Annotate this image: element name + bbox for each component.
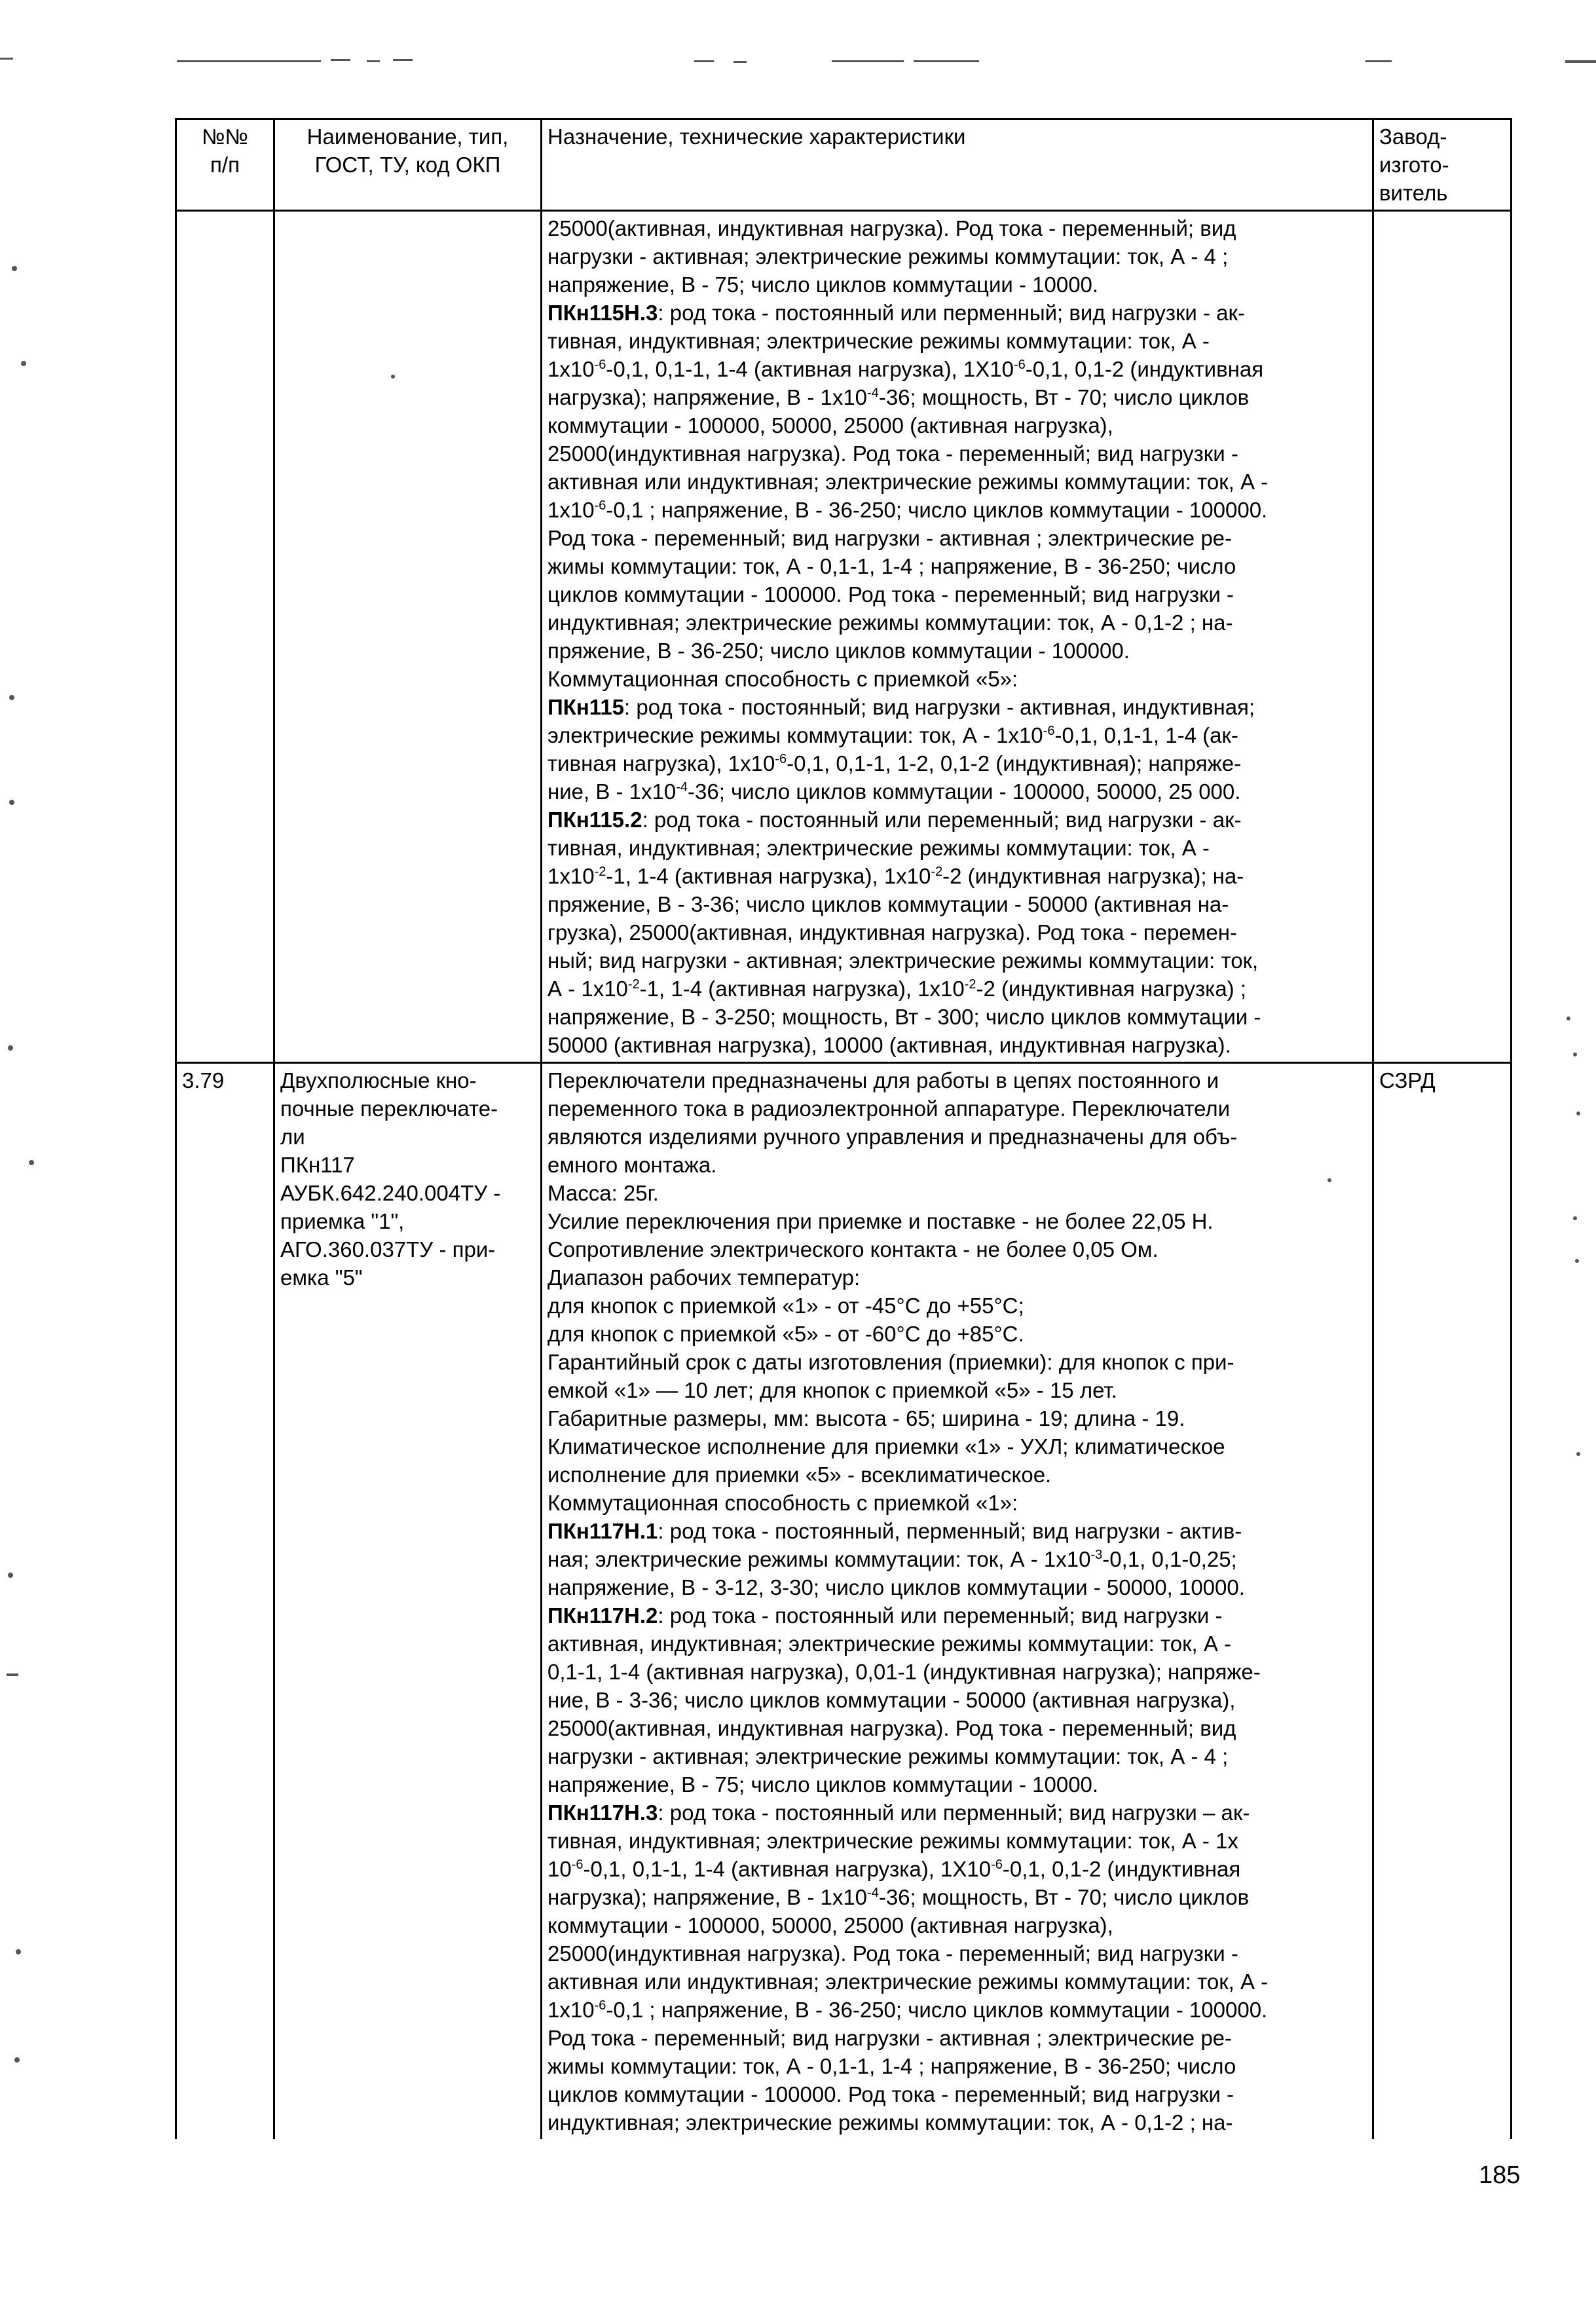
cont-line: тивная, индуктивная; электрические режимы коммутации: ток, А - (547, 329, 1210, 353)
row-line: для кнопок с приемкой «5» - от -60°С до +85°С. (547, 1322, 1024, 1346)
name-line: ли (280, 1125, 305, 1149)
cont-line: пряжение, В - 3-36; число циклов коммутации - 50000 (активная на- (547, 892, 1229, 916)
continuation-num-cell (176, 211, 274, 1063)
row-manufacturer: СЗРД (1373, 1063, 1512, 2140)
row-line: жимы коммутации: ток, А - 0,1-1, 1-4 ; напряжение, В - 36-250; число (547, 2054, 1236, 2078)
page-number: 185 (1479, 2161, 1521, 2189)
model-designation: ПКн117Н.3 (547, 1801, 658, 1825)
table-row-3-79 (176, 1063, 1512, 2140)
header-name: Наименование, тип, ГОСТ, ТУ, код ОКП (274, 119, 542, 211)
row-line: активная или индуктивная; электрические режимы коммутации: ток, А - (547, 1970, 1269, 1994)
header-row (176, 119, 1512, 211)
model-designation: ПКн115.2 (547, 808, 642, 832)
row-line: Род тока - переменный; вид нагрузки - активная ; электрические ре- (547, 2026, 1233, 2050)
cont-line: индуктивная; электрические режимы коммутации: ток, А - 0,1-2 ; на- (547, 610, 1233, 635)
cont-line: электрические режимы коммутации: ток, А - $1х10^{-6}-0,1$, 0,1-1, 1-4 (ак- (547, 723, 1238, 747)
cont-line: жимы коммутации: ток, А - 0,1-1, 1-4 ; напряжение, В - 36-250; число (547, 554, 1236, 578)
cont-line: нагрузки - активная; электрические режимы коммутации: ток, А - 4 ; (547, 244, 1229, 269)
name-line: приемка "1", (280, 1209, 405, 1233)
continuation-characteristics (542, 211, 1373, 1063)
row-line: исполнение для приемки «5» - всеклиматическое. (547, 1463, 1052, 1487)
row-line: ПКн117Н.2: род тока - постоянный или переменный; вид нагрузки - (547, 1603, 1223, 1628)
row-line: 0,1-1, 1-4 (активная нагрузка), 0,01-1 (индуктивная нагрузка); напряже- (547, 1660, 1261, 1684)
cont-line: циклов коммутации - 100000. Род тока - переменный; вид нагрузки - (547, 582, 1234, 607)
continuation-manufacturer-cell (1373, 211, 1512, 1063)
row-line: Диапазон рабочих температур: (547, 1265, 861, 1290)
model-designation: ПКн115 (547, 695, 625, 719)
cont-line: 25000(индуктивная нагрузка). Род тока - переменный; вид нагрузки - (547, 441, 1238, 466)
cont-line: Род тока - переменный; вид нагрузки - активная ; электрические ре- (547, 526, 1233, 550)
row-line: Переключатели предназначены для работы в цепях постоянного и (547, 1068, 1219, 1092)
continuation-name-cell (274, 211, 542, 1063)
model-designation: ПКн117Н.1 (547, 1519, 658, 1543)
row-name (274, 1063, 542, 2140)
row-line: коммутации - 100000, 50000, 25000 (активная нагрузка), (547, 1913, 1113, 1937)
cont-line: ние, В - $1х10^{-4}-36$; число циклов коммутации - 100000, 50000, 25 000. (547, 779, 1241, 804)
cont-line: активная или индуктивная; электрические режимы коммутации: ток, А - (547, 470, 1269, 494)
row-line: активная, индуктивная; электрические режимы коммутации: ток, А - (547, 1632, 1232, 1656)
row-line: ПКн117Н.3: род тока - постоянный или перменный; вид нагрузки – ак- (547, 1801, 1250, 1825)
row-line: переменного тока в радиоэлектронной аппаратуре. Переключатели (547, 1096, 1231, 1121)
cont-line: 25000(активная, индуктивная нагрузка). Род тока - переменный; вид (547, 216, 1236, 240)
header-characteristics: Назначение, технические характеристики (542, 119, 1373, 211)
name-line: Двухполюсные кно- (280, 1068, 477, 1092)
name-line: ПКн117 (280, 1153, 355, 1177)
model-designation: ПКн117Н.2 (547, 1603, 658, 1628)
cont-line: тивная нагрузка), $1х10^{-6}-0,1$, 0,1-1, 1-2, 0,1-2 (индуктивная); напряже- (547, 751, 1242, 775)
row-line: Климатическое исполнение для приемки «1» - УХЛ; климатическое (547, 1434, 1225, 1459)
model-designation: ПКн115Н.3 (547, 301, 658, 325)
cont-line: А - $1х10^{-2}-1$, 1-4 (активная нагрузка), $1х10^{-2}-2$ (индуктивная нагрузка) ; (547, 977, 1246, 1001)
row-line: индуктивная; электрические режимы коммутации: ток, А - 0,1-2 ; на- (547, 2110, 1233, 2135)
cont-line: ПКн115Н.3: род тока - постоянный или перменный; вид нагрузки - ак- (547, 301, 1245, 325)
spec-table (175, 118, 1512, 2139)
cont-line: тивная, индуктивная; электрические режимы коммутации: ток, А - (547, 836, 1210, 860)
row-line: 25000(активная, индуктивная нагрузка). Род тока - переменный; вид (547, 1716, 1236, 1740)
cont-line: $1х10^{-6}-0,1$, 0,1-1, 1-4 (активная нагрузка), $1Х10^{-6}-0,1$, 0,1-2 (индуктивная (547, 357, 1264, 381)
cont-line: ПКн115: род тока - постоянный; вид нагрузки - активная, индуктивная; (547, 695, 1255, 719)
row-line: ная; электрические режимы коммутации: ток, А - $1х10^{-3}-0,1$, 0,1-0,25; (547, 1547, 1237, 1571)
cont-line: коммутации - 100000, 50000, 25000 (активная нагрузка), (547, 413, 1113, 438)
name-line: емка "5" (280, 1265, 363, 1290)
row-line: емного монтажа. (547, 1153, 717, 1177)
row-line: Сопротивление электрического контакта - не более 0,05 Ом. (547, 1237, 1159, 1261)
row-line: емкой «1» — 10 лет; для кнопок с приемкой «5» - 15 лет. (547, 1378, 1117, 1402)
row-line: циклов коммутации - 100000. Род тока - переменный; вид нагрузки - (547, 2082, 1234, 2106)
cont-line: грузка), 25000(активная, индуктивная нагрузка). Род тока - перемен- (547, 920, 1237, 944)
row-number: 3.79 (176, 1063, 274, 2140)
row-line: Коммутационная способность с приемкой «1»: (547, 1491, 1018, 1515)
row-line: $1х10^{-6}-0,1$ ; напряжение, В - 36-250; число циклов коммутации - 100000. (547, 1998, 1268, 2022)
row-line: тивная, индуктивная; электрические режимы коммутации: ток, А - 1х (547, 1829, 1238, 1853)
cont-line: Коммутационная способность с приемкой «5»: (547, 667, 1018, 691)
row-line: Усилие переключения при приемке и поставке - не более 22,05 Н. (547, 1209, 1214, 1233)
row-line: нагрузка); напряжение, В - $1х10^{-4}-36$; мощность, Вт - 70; число циклов (547, 1885, 1250, 1909)
row-line: 25000(индуктивная нагрузка). Род тока - переменный; вид нагрузки - (547, 1941, 1238, 1966)
row-line: ПКн117Н.1: род тока - постоянный, перменный; вид нагрузки - актив- (547, 1519, 1242, 1543)
row-line: Гарантийный срок с даты изготовления (приемки): для кнопок с при- (547, 1350, 1234, 1374)
cont-line: ПКн115.2: род тока - постоянный или переменный; вид нагрузки - ак- (547, 808, 1242, 832)
header-manufacturer: Завод- изгото- витель (1373, 119, 1512, 211)
row-line: Габаритные размеры, мм: высота - 65; ширина - 19; длина - 19. (547, 1406, 1185, 1430)
row-line: напряжение, В - 3-12, 3-30; число циклов коммутации - 50000, 10000. (547, 1575, 1245, 1599)
row-line: ние, В - 3-36; число циклов коммутации - 50000 (активная нагрузка), (547, 1688, 1236, 1712)
row-line: нагрузки - активная; электрические режимы коммутации: ток, А - 4 ; (547, 1744, 1229, 1768)
row-line: $10^{-6}-0,1$, 0,1-1, 1-4 (активная нагрузка), $1Х10^{-6}-0,1$, 0,1-2 (индуктивная (547, 1857, 1241, 1881)
header-num: №№ п/п (176, 119, 274, 211)
cont-line: $1х10^{-2}-1$, 1-4 (активная нагрузка), $1х10^{-2}-2$ (индуктивная нагрузка); на- (547, 864, 1244, 888)
cont-line: ный; вид нагрузки - активная; электрические режимы коммутации: ток, (547, 948, 1259, 973)
cont-line: напряжение, В - 3-250; мощность, Вт - 300; число циклов коммутации - (547, 1005, 1261, 1029)
row-line: Масса: 25г. (547, 1181, 659, 1205)
row-characteristics (542, 1063, 1373, 2140)
cont-line: $1х10^{-6}-0,1$ ; напряжение, В - 36-250; число циклов коммутации - 100000. (547, 498, 1268, 522)
name-line: почные переключате- (280, 1096, 498, 1121)
cont-line: нагрузка); напряжение, В - $1х10^{-4}-36$; мощность, Вт - 70; число циклов (547, 385, 1250, 409)
cont-line: напряжение, В - 75; число циклов коммутации - 10000. (547, 272, 1099, 297)
cont-line: пряжение, В - 36-250; число циклов коммутации - 100000. (547, 639, 1130, 663)
cont-line: 50000 (активная нагрузка), 10000 (активная, индуктивная нагрузка). (547, 1033, 1231, 1057)
row-line: напряжение, В - 75; число циклов коммутации - 10000. (547, 1772, 1099, 1797)
name-line: АГО.360.037ТУ - при- (280, 1237, 496, 1261)
name-line: АУБК.642.240.004ТУ - (280, 1181, 501, 1205)
row-line: являются изделиями ручного управления и предназначены для объ- (547, 1125, 1238, 1149)
continuation-row (176, 211, 1512, 1063)
row-line: для кнопок с приемкой «1» - от -45°С до +55°С; (547, 1294, 1024, 1318)
